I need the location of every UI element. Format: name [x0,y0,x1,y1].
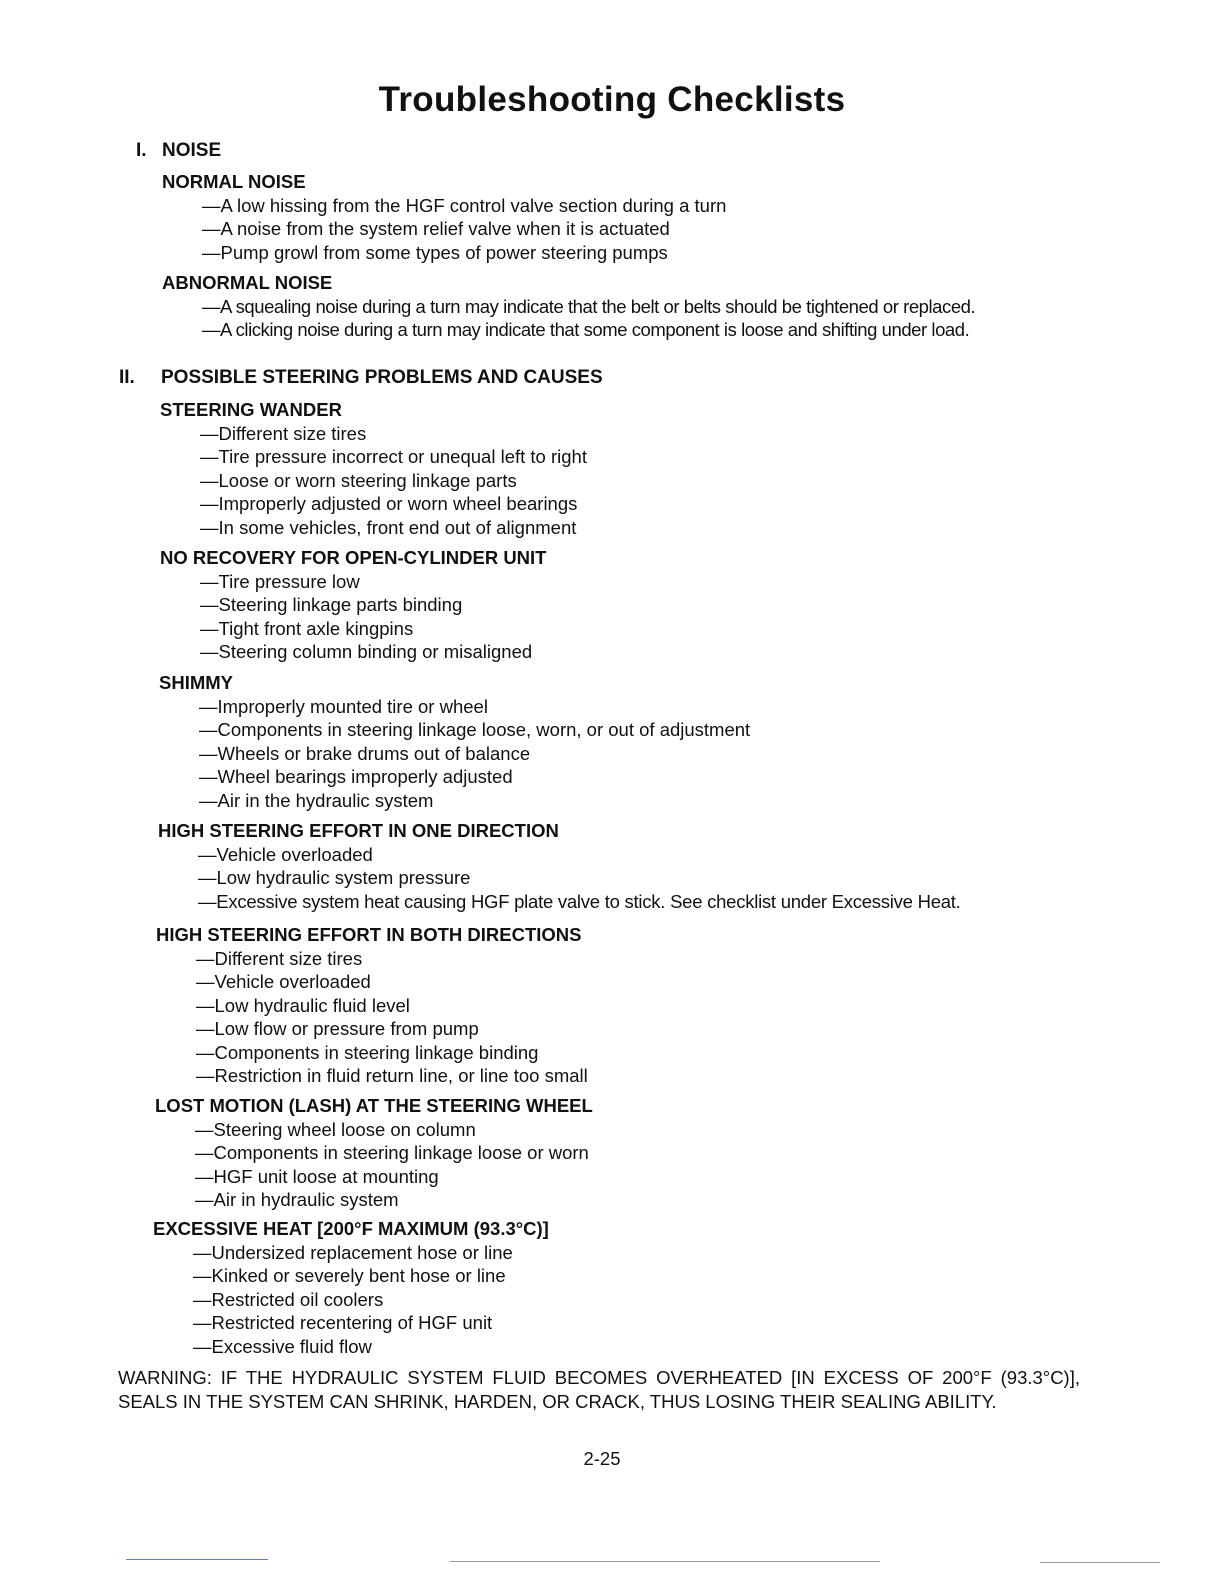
subsection-heading: SHIMMY [159,672,233,693]
item-list [153,1241,549,1358]
subsection-excessive-heat [153,1217,549,1358]
item-list [160,570,546,664]
list-item: —Different size tires [196,948,363,969]
subsection-heading: STEERING WANDER [160,399,342,420]
list-item: —Steering column binding or misaligned [200,641,533,663]
list-item: —A low hissing from the HGF control valve section during a turn [202,195,727,216]
list-item: —Restricted recentering of HGF unit [193,1312,493,1334]
section-heading [119,366,603,390]
item-list [155,1118,593,1212]
list-item: —Vehicle overloaded [198,844,373,865]
list-item: —Kinked or severely bent hose or line [193,1265,506,1287]
subsection-no-recovery [160,546,546,664]
list-item: —Improperly adjusted or worn wheel bearings [200,493,578,515]
list-item: —Steering wheel loose on column [195,1119,476,1140]
list-item: —Components in steering linkage loose, worn, or out of adjustment [199,719,751,741]
subsection-heading: HIGH STEERING EFFORT IN BOTH DIRECTIONS [156,924,582,945]
subsection-heading: LOST MOTION (LASH) AT THE STEERING WHEEL [155,1095,593,1116]
list-item: —A squealing noise during a turn may indicate that the belt or belts should be tightened or replaced. [202,296,976,317]
subsection-heading: NO RECOVERY FOR OPEN-CYLINDER UNIT [160,547,547,568]
subsection-heading: HIGH STEERING EFFORT IN ONE DIRECTION [158,820,559,841]
list-item: —Tire pressure low [200,571,360,592]
section-title: POSSIBLE STEERING PROBLEMS AND CAUSES [161,367,603,388]
section-title: NOISE [162,140,222,161]
list-item: —Wheels or brake drums out of balance [199,742,531,764]
list-item: —A noise from the system relief valve when it is actuated [202,218,670,240]
section-number: I. [136,140,147,161]
subsection-normal-noise [162,170,726,264]
subsection-effort-one-direction [158,819,961,913]
subsection-heading: ABNORMAL NOISE [162,272,333,293]
item-list [158,843,961,913]
list-item: —Low flow or pressure from pump [196,1018,479,1040]
list-item: —Excessive system heat causing HGF plate valve to stick. See checklist under Excessive Heat. [198,890,961,912]
item-list [156,947,588,1087]
subsection-heading: EXCESSIVE HEAT [200°F MAXIMUM (93.3°C)] [153,1218,549,1239]
section-steering-problems [119,366,603,390]
subsection-abnormal-noise [162,271,975,342]
scan-edge-line [126,1559,268,1560]
page-title: Troubleshooting Checklists [378,80,846,119]
list-item: —Different size tires [200,423,367,444]
list-item: —Excessive fluid flow [193,1335,372,1357]
subsection-heading: NORMAL NOISE [162,171,306,192]
item-list [162,194,726,264]
item-list [160,422,587,539]
subsection-shimmy [159,671,750,812]
list-item: —Air in hydraulic system [195,1189,399,1211]
list-item: —Pump growl from some types of power steering pumps [202,241,668,263]
scan-edge-line [450,1561,880,1562]
warning-note: WARNING: IF THE HYDRAULIC SYSTEM FLUID BECOMES OVERHEATED [IN EXCESS OF 200°F (93.3°C)], SEALS IN THE SYSTEM CAN SHRINK, HARDEN, OR CRACK, THUS LOSING THEIR SEALING ABILITY. [118,1367,1080,1412]
item-list [159,695,750,812]
list-item: —Tight front axle kingpins [200,617,414,639]
scan-edge-line [1040,1562,1160,1563]
list-item: —Vehicle overloaded [196,971,371,993]
list-item: —Air in the hydraulic system [199,789,434,811]
page-number: 2-25 [583,1448,621,1469]
item-list [162,295,975,342]
list-item: —A clicking noise during a turn may indicate that some component is loose and shifting under load. [202,319,970,341]
list-item: —In some vehicles, front end out of alignment [200,516,577,538]
list-item: —Improperly mounted tire or wheel [199,696,488,717]
section-noise [136,139,221,163]
section-heading [136,139,221,163]
list-item: —HGF unit loose at mounting [195,1165,439,1187]
list-item: —Restricted oil coolers [193,1288,384,1310]
list-item: —Low hydraulic system pressure [198,867,471,889]
list-item: —Components in steering linkage loose or worn [195,1142,589,1164]
subsection-lost-motion [155,1094,593,1212]
subsection-effort-both-directions [156,923,588,1087]
list-item: —Restriction in fluid return line, or line too small [196,1065,588,1087]
list-item: —Tire pressure incorrect or unequal left to right [200,446,587,468]
list-item: —Components in steering linkage binding [196,1041,539,1063]
subsection-steering-wander [160,398,587,539]
list-item: —Wheel bearings improperly adjusted [199,766,513,788]
list-item: —Undersized replacement hose or line [193,1242,513,1263]
list-item: —Loose or worn steering linkage parts [200,469,517,491]
list-item: —Low hydraulic fluid level [196,994,410,1016]
list-item: —Steering linkage parts binding [200,594,463,616]
section-number: II. [119,367,135,388]
